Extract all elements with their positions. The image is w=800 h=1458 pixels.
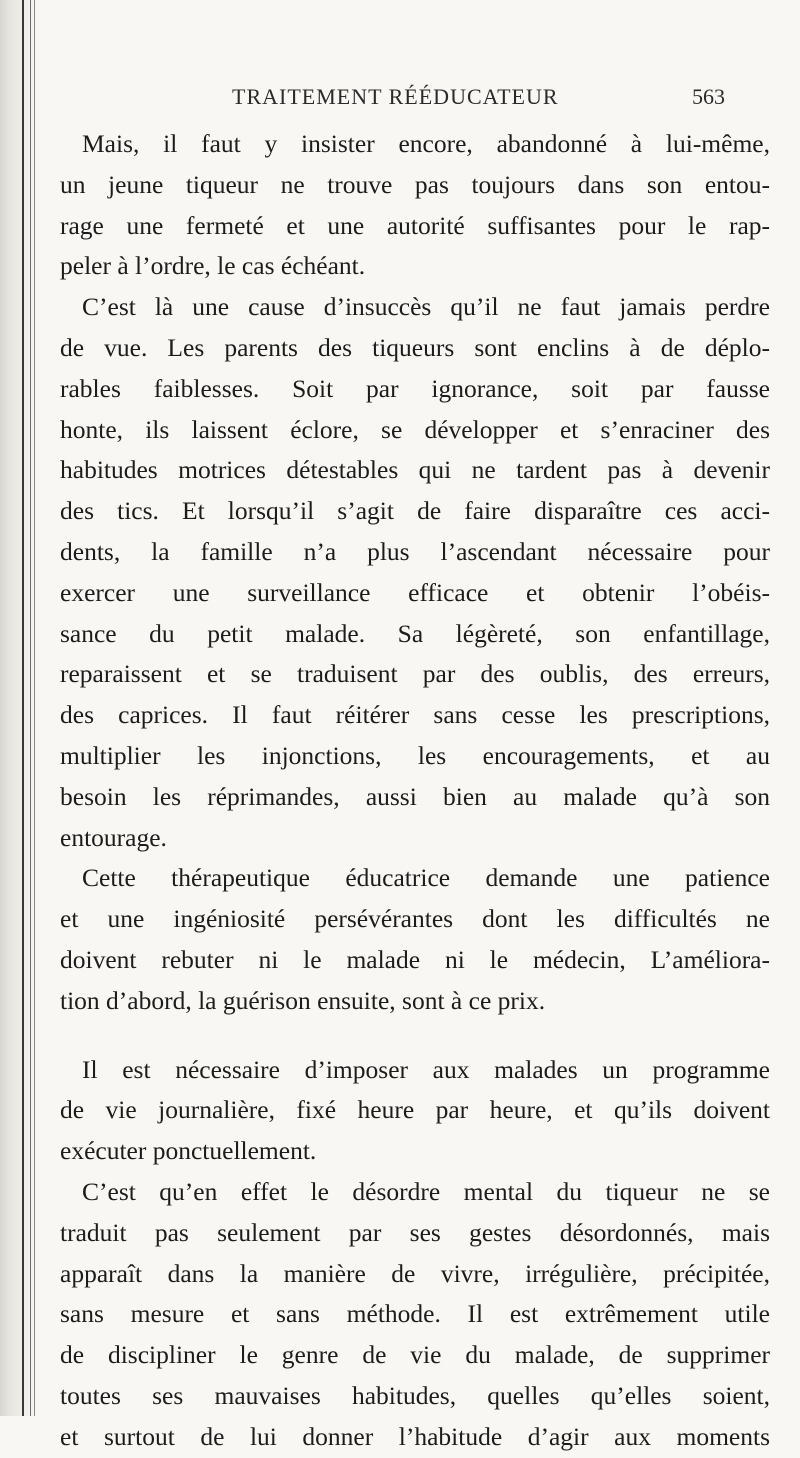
body-text xyxy=(60,124,770,1458)
text-line: multiplier les injonctions, les encouragements, et au xyxy=(60,740,770,770)
text-line: besoin les réprimandes, aussi bien au malade qu’à son xyxy=(60,781,770,811)
text-line: et une ingéniosité persévérantes dont les difficultés ne xyxy=(60,904,770,934)
text-line: apparaît dans la manière de vivre, irrégulière, précipitée, xyxy=(60,1258,770,1288)
text-line: Cette thérapeutique éducatrice demande une patience xyxy=(82,863,770,893)
text-line: toutes ses mauvaises habitudes, quelles qu’elles soient, xyxy=(60,1380,770,1410)
text-line: de vie journalière, fixé heure par heure, et qu’ils doivent xyxy=(60,1095,770,1125)
text-line: Il est nécessaire d’imposer aux malades un programme xyxy=(82,1054,770,1084)
page-number: 563 xyxy=(692,84,725,109)
text-line: Mais, il faut y insister encore, abandonné à lui-même, xyxy=(82,129,770,158)
text-line: rables faiblesses. Soit par ignorance, soit par fausse xyxy=(60,373,770,403)
text-line: C’est qu’en effet le désordre mental du tiqueur ne se xyxy=(82,1176,770,1206)
text-line: reparaissent et se traduisent par des oublis, des erreurs, xyxy=(60,659,770,689)
text-line: de vue. Les parents des tiqueurs sont enclins à de déplo- xyxy=(60,332,770,362)
text-line: et surtout de lui donner l’habitude d’agir aux moments xyxy=(60,1421,770,1451)
text-line: entourage. xyxy=(60,822,167,852)
paragraph-spacer xyxy=(82,1022,770,1050)
paragraph xyxy=(60,124,770,287)
paragraph xyxy=(60,287,770,858)
binding-line xyxy=(30,0,31,1416)
binding-line xyxy=(22,0,24,1416)
paragraph xyxy=(60,858,770,1021)
binding-line xyxy=(34,0,35,1416)
paragraph xyxy=(60,1172,770,1458)
text-line: traduit pas seulement par ses gestes désordonnés, mais xyxy=(60,1217,770,1247)
text-line: doivent rebuter ni le malade ni le médecin, L’améliora- xyxy=(60,944,770,974)
text-line: sans mesure et sans méthode. Il est extrêmement utile xyxy=(60,1299,770,1329)
text-line: habitudes motrices détestables qui ne tardent pas à devenir xyxy=(60,455,770,485)
text-line: C’est là une cause d’insuccès qu’il ne faut jamais perdre xyxy=(82,292,770,322)
text-line: tion d’abord, la guérison ensuite, sont à ce prix. xyxy=(60,985,546,1015)
text-line: des caprices. Il faut réitérer sans cesse les prescriptions, xyxy=(60,700,770,730)
running-title: TRAITEMENT RÉÉDUCATEUR xyxy=(232,84,559,109)
text-line: rage une fermeté et une autorité suffisantes pour le rap- xyxy=(60,210,770,240)
text-line: honte, ils laissent éclore, se développer et s’enraciner des xyxy=(60,414,770,444)
text-line: exercer une surveillance efficace et obtenir l’obéis- xyxy=(60,577,770,607)
page-header xyxy=(0,84,800,114)
text-line: de discipliner le genre de vie du malade, de supprimer xyxy=(60,1340,770,1370)
text-line: des tics. Et lorsqu’il s’agit de faire disparaître ces acci- xyxy=(60,496,770,526)
text-line: sance du petit malade. Sa légèreté, son enfantillage, xyxy=(60,618,770,648)
text-line: exécuter ponctuellement. xyxy=(60,1136,317,1166)
text-line: dents, la famille n’a plus l’ascendant nécessaire pour xyxy=(60,536,770,566)
paragraph xyxy=(60,1050,770,1172)
text-line: peler à l’ordre, le cas échéant. xyxy=(60,251,366,281)
page-binding-edge xyxy=(0,0,38,1416)
text-line: un jeune tiqueur ne trouve pas toujours dans son entou- xyxy=(60,169,770,199)
